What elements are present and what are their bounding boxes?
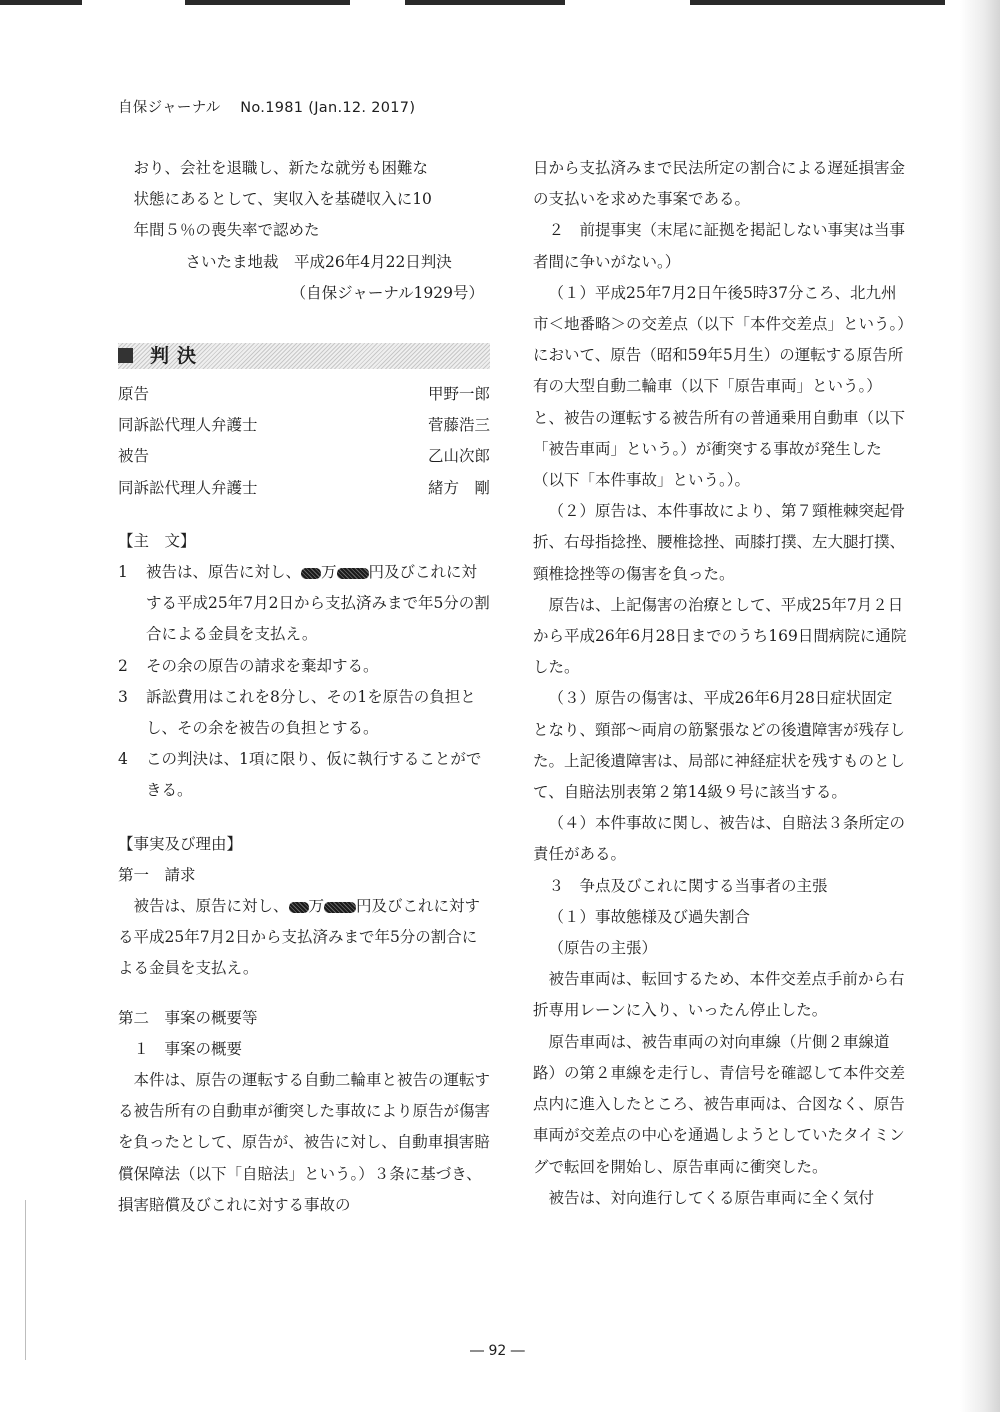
summary-line: 状態にあるとして、実収入を基礎収入に10 — [133, 190, 432, 209]
item-number: 2 — [118, 656, 128, 675]
paragraph: 原告車両は、被告車両の対向車線（片側２車線道路）の第２車線を走行し、青信号を確認して本件交差点内に進入したところ、被告車両は、合図なく、原告車両が交差点の中心を通過しようとしていたタイミングで転回を開始し、原告車両に衝突した。 — [533, 1032, 906, 1176]
judgment-heading: 判決 — [150, 345, 205, 368]
paragraph: （４）本件事故に関し、被告は、自賠法３条所定の責任がある。 — [533, 814, 906, 864]
party-row — [118, 473, 490, 504]
redaction-mark — [301, 568, 321, 579]
item-number: 1 — [118, 563, 128, 582]
item-number: 4 — [118, 750, 128, 769]
overview-text: 本件は、原告の運転する自動二輪車と被告の運転する被告所有の自動車が衝突した事故により原告が傷害を負ったとして、原告が、被告に対し、自動車損害賠償保障法（以下「自賠法」という。）３条に基づき、損害賠償及びこれに対する事故の — [118, 1071, 491, 1214]
journal-name: 自保ジャーナル — [118, 100, 221, 116]
paragraph: 原告は、上記傷害の治療として、平成25年7月２日から平成26年6月28日までのうち169日間病院に通院した。 — [533, 595, 907, 677]
summary-line: おり、会社を退職し、新たな就労も困難な — [133, 159, 429, 177]
paragraph: ３ 争点及びこれに関する当事者の主張 — [548, 876, 828, 895]
party-list — [118, 379, 490, 504]
claim-text: 被告は、原告に対し、 万 円及びこれに対する平成25年7月2日から支払済みまで年5分の割合による金員を支払え。 — [118, 897, 481, 978]
journal-citation: （自保ジャーナル1929号） — [290, 283, 484, 302]
scan-right-shadow — [960, 0, 1000, 1412]
summary-line: 年間５％の喪失率で認めた — [133, 221, 320, 240]
item-text: 被告は、原告に対し、 — [146, 563, 302, 582]
party-name: 菅藤浩三 — [427, 416, 490, 435]
redaction-mark — [337, 568, 369, 579]
issue-date: (Jan.12. 2017) — [308, 100, 416, 116]
party-role: 同訴訟代理人弁護士 — [118, 416, 258, 435]
claim-title: 第一 請求 — [118, 865, 196, 884]
issue-number: No.1981 — [240, 100, 304, 116]
party-row — [118, 410, 490, 441]
main-text-item — [118, 651, 490, 682]
main-text-heading: 【主 文】 — [118, 531, 196, 550]
main-text-item — [118, 744, 490, 806]
paragraph: ２ 前提事実（末尾に証拠を掲記しない事実は当事者間に争いがない。） — [533, 221, 906, 271]
court-reference: さいたま地裁 平成26年4月22日判決 — [185, 252, 452, 271]
paragraph: （１）事故態様及び過失割合 — [548, 907, 751, 926]
party-row — [118, 379, 490, 410]
summary-block — [118, 153, 490, 309]
heading-square-icon — [118, 348, 133, 363]
party-role: 被告 — [118, 447, 150, 466]
scan-top-edge — [0, 0, 1000, 6]
right-column — [533, 153, 907, 1214]
overview-subtitle: １ 事案の概要 — [133, 1039, 243, 1058]
facts-heading: 【事実及び理由】 — [118, 834, 243, 853]
paragraph: （１）平成25年7月2日午後5時37分ころ、北九州市＜地番略＞の交差点（以下「本件交差点」という。）において、原告（昭和59年5月生）の運転する原告所有の大型自動二輪車（以下「原告車両」という。）と、被告の運転する被告所有の普通乗用自動車（以下「被告車両」という。）が衝突する事故が発生した（以下「本件事故」という。）。 — [533, 283, 906, 490]
overview-title: 第二 事案の概要等 — [118, 1008, 258, 1027]
paragraph: （原告の主張） — [548, 939, 658, 958]
paragraph: 被告は、対向進行してくる原告車両に全く気付 — [548, 1188, 875, 1207]
main-text-item — [118, 557, 490, 651]
paragraph: 日から支払済みまで民法所定の割合による遅延損害金の支払いを求めた事案である。 — [533, 159, 906, 209]
redaction-mark — [289, 902, 309, 913]
item-text: 訴訟費用はこれを8分し、その1を原告の負担とし、その余を被告の負担とする。 — [146, 687, 476, 738]
item-number: 3 — [118, 687, 128, 706]
party-name: 緒方 剛 — [427, 478, 490, 497]
redaction-mark — [324, 902, 356, 913]
item-text: その余の原告の請求を棄却する。 — [146, 656, 379, 675]
running-header — [118, 96, 415, 117]
left-column — [118, 153, 490, 1221]
party-role: 原告 — [118, 385, 150, 404]
scan-left-mark — [25, 1200, 26, 1360]
party-row — [118, 441, 490, 472]
paragraph: （３）原告の傷害は、平成26年6月28日症状固定となり、頸部～両肩の筋緊張などの後遺障害が残存した。上記後遺障害は、局部に神経症状を残すものとして、自賠法別表第２第14級９号に該当する。 — [533, 689, 906, 802]
party-role: 同訴訟代理人弁護士 — [118, 478, 258, 497]
paragraph: 被告車両は、転回するため、本件交差点手前から右折専用レーンに入り、いったん停止した。 — [533, 970, 905, 1020]
page-number: ― 92 ― — [470, 1343, 525, 1359]
paragraph: （２）原告は、本件事故により、第７頸椎棘突起骨折、右母指捻挫、腰椎捻挫、両膝打撲、左大腿打撲、頸椎捻挫等の傷害を負った。 — [533, 502, 906, 583]
party-name: 甲野一郎 — [427, 385, 490, 404]
item-text: 万 — [321, 563, 337, 582]
item-text: この判決は、1項に限り、仮に執行することができる。 — [146, 750, 482, 800]
party-name: 乙山次郎 — [427, 447, 490, 466]
main-text-item — [118, 682, 490, 744]
item-text: 円及びこれに対する平成25年7月2日から支払済みまで年5分の割合による金員を支払え。 — [146, 563, 490, 644]
judgment-heading-bar — [118, 343, 490, 369]
